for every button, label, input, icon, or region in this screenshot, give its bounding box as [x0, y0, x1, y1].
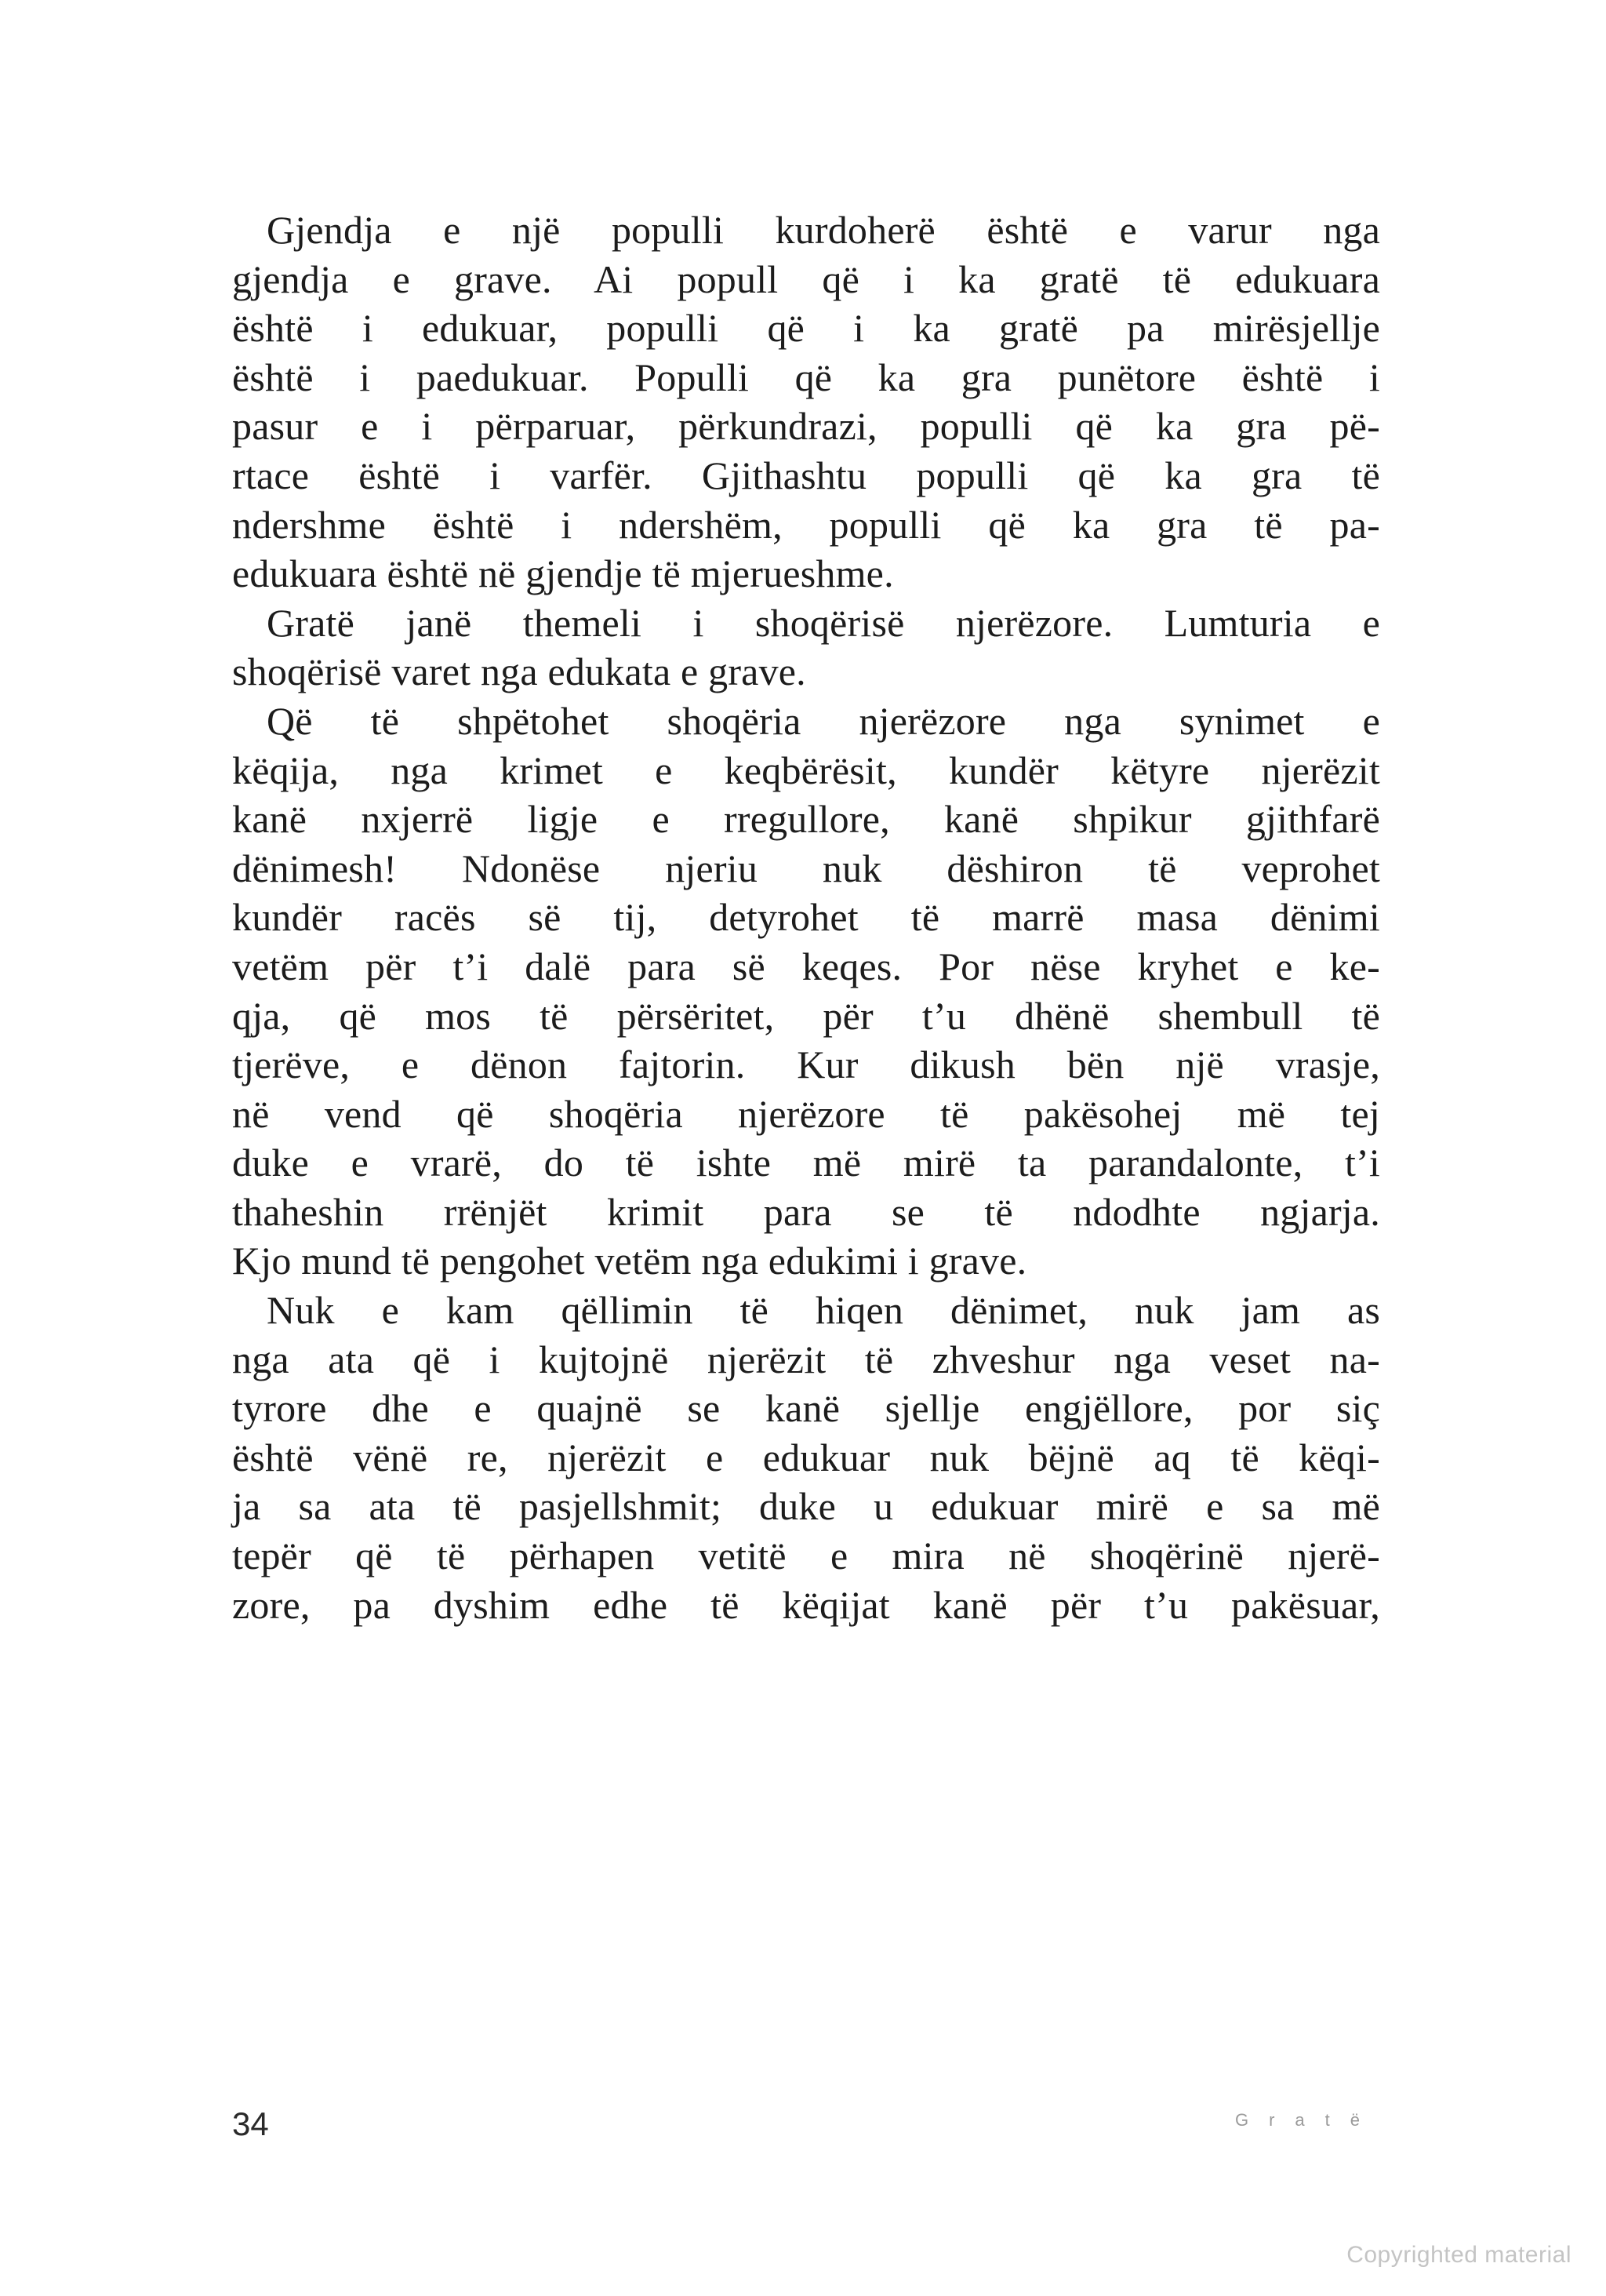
- text-line: tyrore dhe e quajnë se kanë sjellje engjëllore, por siç: [232, 1386, 1380, 1431]
- text-line: tepër që të përhapen vetitë e mira në shoqërinë njerë-: [232, 1534, 1380, 1578]
- text-line: Kjo mund të pengohet vetëm nga edukimi i grave.: [232, 1239, 1027, 1283]
- text-line: është i paedukuar. Populli që ka gra punëtore është i: [232, 355, 1380, 399]
- text-line: pasur e i përparuar, përkundrazi, populli që ka gra pë-: [232, 404, 1380, 449]
- text-line: tjerëve, e dënon fajtorin. Kur dikush bën një vrasje,: [232, 1042, 1380, 1087]
- text-line: Gjendja e një populli kurdoherë është e varur nga: [267, 208, 1380, 252]
- text-line: vetëm për t’i dalë para së keqes. Por nëse kryhet e ke-: [232, 944, 1380, 988]
- text-line: është i edukuar, populli që i ka gratë pa mirësjellje: [232, 306, 1380, 351]
- text-line: gjendja e grave. Ai popull që i ka gratë të edukuara: [232, 257, 1380, 301]
- text-line: kanë nxjerrë ligje e rregullore, kanë shpikur gjithfarë: [232, 797, 1380, 842]
- body-text: [232, 206, 1380, 1629]
- text-line: Gratë janë themeli i shoqërisë njerëzore. Lumturia e: [267, 600, 1380, 645]
- text-line: shoqërisë varet nga edukata e grave.: [232, 650, 806, 694]
- text-line: edukuara është në gjendje të mjerueshme.: [232, 551, 894, 596]
- text-line: këqija, nga krimet e keqbërësit, kundër këtyre njerëzit: [232, 748, 1380, 792]
- page-footer: [232, 2105, 1380, 2152]
- copyright-watermark: Copyrighted material: [1346, 2242, 1571, 2268]
- text-line: Nuk e kam qëllimin të hiqen dënimet, nuk jam as: [267, 1288, 1380, 1333]
- text-line: është vënë re, njerëzit e edukuar nuk bëjnë aq të këqi-: [232, 1435, 1380, 1479]
- text-line: thaheshin rrënjët krimit para se të ndodhte ngjarja.: [232, 1189, 1380, 1234]
- text-line: nga ata që i kujtojnë njerëzit të zhveshur nga veset na-: [232, 1337, 1380, 1381]
- text-line: në vend që shoqëria njerëzore të pakësohej më tej: [232, 1091, 1380, 1136]
- text-line: dënimesh! Ndonëse njeriu nuk dëshiron të veprohet: [232, 846, 1380, 890]
- page-number: 34: [232, 2105, 269, 2142]
- text-line: duke e vrarë, do të ishte më mirë ta parandalonte, t’i: [232, 1141, 1380, 1185]
- text-line: rtace është i varfër. Gjithashtu populli që ka gra të: [232, 453, 1380, 497]
- text-line: kundër racës së tij, detyrohet të marrë masa dënimi: [232, 895, 1380, 940]
- text-line: qja, që mos të përsëritet, për t’u dhënë shembull të: [232, 993, 1380, 1038]
- text-line: ndershme është i ndershëm, populli që ka gra të pa-: [232, 502, 1380, 547]
- running-title: Gratë: [1234, 2110, 1380, 2130]
- text-line: Që të shpëtohet shoqëria njerëzore nga synimet e: [267, 698, 1380, 743]
- text-line: zore, pa dyshim edhe të këqijat kanë për t’u pakësuar,: [232, 1582, 1380, 1627]
- text-line: ja sa ata të pasjellshmit; duke u edukuar mirë e sa më: [232, 1484, 1380, 1529]
